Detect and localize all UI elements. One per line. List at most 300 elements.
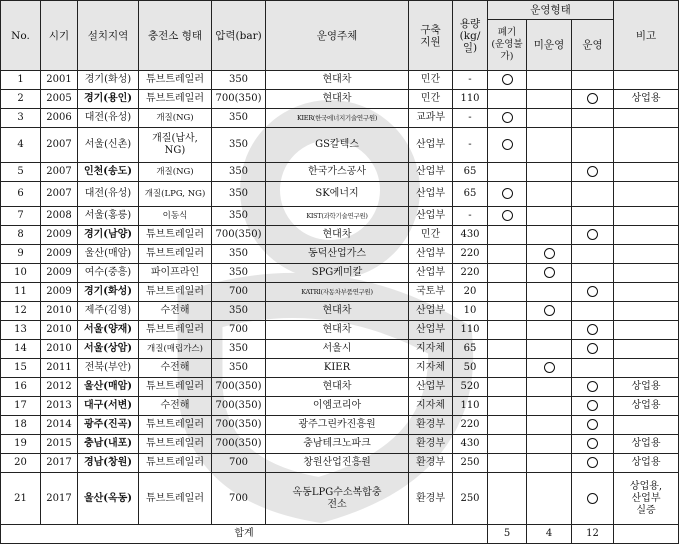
row-status-operating [572, 71, 614, 90]
status-mark-icon [544, 305, 555, 316]
row-remark: 상업용 [614, 454, 679, 473]
status-mark-icon [587, 419, 598, 430]
row-no: 16 [1, 378, 41, 397]
row-status-not-operating [527, 71, 572, 90]
row-capacity: 110 [453, 397, 488, 416]
table-row [1, 226, 679, 245]
row-operator: 서울시 [266, 340, 409, 359]
row-location: 서울(양재) [78, 321, 139, 340]
row-remark: 상업용 [614, 90, 679, 109]
row-no: 11 [1, 283, 41, 302]
row-remark [614, 163, 679, 182]
row-operator: 옥동LPG수소복합충 전소 [266, 473, 409, 525]
row-pressure: 350 [212, 245, 266, 264]
row-status-operating [572, 473, 614, 525]
row-funding: 민간 [409, 226, 453, 245]
status-mark-icon [502, 112, 513, 123]
table-row [1, 163, 679, 182]
row-no: 3 [1, 109, 41, 128]
row-capacity: 250 [453, 473, 488, 525]
row-location: 경남(창원) [78, 454, 139, 473]
row-station-type: 튜브트레일러 [139, 416, 212, 435]
row-station-type: 수전해 [139, 359, 212, 378]
row-remark [614, 321, 679, 340]
row-status-not-operating [527, 473, 572, 525]
row-funding: 산업부 [409, 245, 453, 264]
status-mark-icon [502, 188, 513, 199]
row-station-type: 파이프라인 [139, 264, 212, 283]
row-no: 1 [1, 71, 41, 90]
row-station-type: 개질(매립가스) [139, 340, 212, 359]
table-row [1, 109, 679, 128]
row-operator: KATRI(자동차부품연구원) [266, 283, 409, 302]
row-status-closed [488, 378, 527, 397]
row-status-closed [488, 109, 527, 128]
status-mark-icon [587, 493, 598, 504]
total-operating: 12 [572, 525, 614, 544]
row-remark [614, 283, 679, 302]
row-status-operating [572, 182, 614, 207]
row-year: 2006 [41, 109, 78, 128]
header-operating: 운영 [572, 20, 614, 71]
row-capacity: 250 [453, 454, 488, 473]
total-not-operating: 4 [527, 525, 572, 544]
row-capacity: 65 [453, 182, 488, 207]
row-status-operating [572, 264, 614, 283]
row-remark [614, 340, 679, 359]
row-status-closed [488, 264, 527, 283]
row-no: 15 [1, 359, 41, 378]
row-status-not-operating [527, 128, 572, 163]
header-not-operating: 미운영 [527, 20, 572, 71]
row-year: 2005 [41, 90, 78, 109]
row-operator: KIER(한국에너지기술연구원) [266, 109, 409, 128]
row-funding: 산업부 [409, 207, 453, 226]
row-capacity: 220 [453, 245, 488, 264]
row-status-not-operating [527, 435, 572, 454]
table-row [1, 359, 679, 378]
row-capacity: 50 [453, 359, 488, 378]
row-remark [614, 264, 679, 283]
table-row [1, 397, 679, 416]
row-capacity: 10 [453, 302, 488, 321]
row-pressure: 700(350) [212, 397, 266, 416]
row-station-type: 튜브트레일러 [139, 226, 212, 245]
row-status-closed [488, 321, 527, 340]
row-pressure: 700 [212, 473, 266, 525]
row-funding: 지자체 [409, 340, 453, 359]
header-funding: 구축 지원 [409, 1, 453, 71]
header-no: No. [1, 1, 41, 71]
row-operator: GS칼텍스 [266, 128, 409, 163]
row-status-closed [488, 454, 527, 473]
row-year: 2017 [41, 473, 78, 525]
status-mark-icon [587, 324, 598, 335]
row-status-closed [488, 397, 527, 416]
row-location: 서울(신촌) [78, 128, 139, 163]
table-row [1, 128, 679, 163]
row-remark: 상업용 [614, 435, 679, 454]
header-pressure: 압력(bar) [212, 1, 266, 71]
row-remark [614, 207, 679, 226]
row-year: 2007 [41, 128, 78, 163]
row-station-type: 개질(LPG, NG) [139, 182, 212, 207]
row-location: 전북(부안) [78, 359, 139, 378]
row-funding: 민간 [409, 71, 453, 90]
row-funding: 산업부 [409, 163, 453, 182]
row-remark [614, 182, 679, 207]
status-mark-icon [544, 248, 555, 259]
row-status-closed [488, 416, 527, 435]
row-year: 2007 [41, 163, 78, 182]
row-capacity: 430 [453, 226, 488, 245]
header-location: 설치지역 [78, 1, 139, 71]
row-status-operating [572, 283, 614, 302]
row-status-closed [488, 245, 527, 264]
status-mark-icon [502, 210, 513, 221]
row-pressure: 350 [212, 109, 266, 128]
row-funding: 산업부 [409, 264, 453, 283]
header-year: 시기 [41, 1, 78, 71]
table-row [1, 207, 679, 226]
row-status-closed [488, 71, 527, 90]
row-status-operating [572, 163, 614, 182]
row-capacity: 65 [453, 340, 488, 359]
status-mark-icon [587, 400, 598, 411]
row-status-operating [572, 378, 614, 397]
status-mark-icon [587, 93, 598, 104]
row-status-not-operating [527, 163, 572, 182]
row-status-closed [488, 302, 527, 321]
row-location: 대구(서변) [78, 397, 139, 416]
row-location: 대전(유성) [78, 109, 139, 128]
row-year: 2009 [41, 264, 78, 283]
row-status-operating [572, 226, 614, 245]
row-pressure: 700(350) [212, 226, 266, 245]
row-location: 울산(옥동) [78, 473, 139, 525]
row-status-closed [488, 359, 527, 378]
row-status-operating [572, 90, 614, 109]
row-station-type: 튜브트레일러 [139, 454, 212, 473]
row-status-not-operating [527, 359, 572, 378]
row-no: 14 [1, 340, 41, 359]
row-status-not-operating [527, 109, 572, 128]
row-station-type: 튜브트레일러 [139, 378, 212, 397]
row-operator: 현대차 [266, 90, 409, 109]
row-operator: 현대차 [266, 71, 409, 90]
status-mark-icon [587, 166, 598, 177]
row-status-operating [572, 321, 614, 340]
row-no: 19 [1, 435, 41, 454]
row-capacity: - [453, 128, 488, 163]
row-location: 서울(홍릉) [78, 207, 139, 226]
row-year: 2007 [41, 182, 78, 207]
row-status-not-operating [527, 245, 572, 264]
row-status-not-operating [527, 264, 572, 283]
row-operator: 동덕산업가스 [266, 245, 409, 264]
row-year: 2008 [41, 207, 78, 226]
row-funding: 환경부 [409, 454, 453, 473]
row-remark [614, 128, 679, 163]
status-mark-icon [587, 457, 598, 468]
row-location: 서울(상암) [78, 340, 139, 359]
row-capacity: 220 [453, 416, 488, 435]
row-status-operating [572, 416, 614, 435]
row-status-closed [488, 207, 527, 226]
status-mark-icon [587, 229, 598, 240]
table-row [1, 302, 679, 321]
row-pressure: 350 [212, 264, 266, 283]
row-no: 13 [1, 321, 41, 340]
table-row [1, 90, 679, 109]
header-remarks: 비고 [614, 1, 679, 71]
row-capacity: - [453, 71, 488, 90]
table-row [1, 71, 679, 90]
row-year: 2017 [41, 454, 78, 473]
row-status-closed [488, 163, 527, 182]
row-status-not-operating [527, 454, 572, 473]
row-location: 경기(화성) [78, 71, 139, 90]
row-capacity: 430 [453, 435, 488, 454]
row-status-closed [488, 435, 527, 454]
status-mark-icon [544, 267, 555, 278]
row-funding: 산업부 [409, 378, 453, 397]
row-capacity: 20 [453, 283, 488, 302]
status-mark-icon [587, 343, 598, 354]
row-no: 5 [1, 163, 41, 182]
row-no: 2 [1, 90, 41, 109]
row-location: 울산(매암) [78, 378, 139, 397]
row-station-type: 튜브트레일러 [139, 90, 212, 109]
row-location: 여수(중흥) [78, 264, 139, 283]
row-funding: 민간 [409, 90, 453, 109]
row-operator: 현대차 [266, 321, 409, 340]
row-capacity: - [453, 207, 488, 226]
row-year: 2009 [41, 283, 78, 302]
status-mark-icon [502, 139, 513, 150]
row-year: 2010 [41, 340, 78, 359]
row-status-not-operating [527, 182, 572, 207]
row-operator: 이엠코리아 [266, 397, 409, 416]
row-funding: 환경부 [409, 473, 453, 525]
status-mark-icon [587, 286, 598, 297]
row-status-operating [572, 359, 614, 378]
row-no: 17 [1, 397, 41, 416]
row-status-closed [488, 128, 527, 163]
row-pressure: 350 [212, 359, 266, 378]
table-row [1, 435, 679, 454]
header-station-type: 충전소 형태 [139, 1, 212, 71]
row-station-type: 수전해 [139, 397, 212, 416]
row-status-not-operating [527, 207, 572, 226]
row-no: 12 [1, 302, 41, 321]
row-operator: 현대차 [266, 226, 409, 245]
row-pressure: 700(350) [212, 435, 266, 454]
row-station-type: 튜브트레일러 [139, 435, 212, 454]
row-year: 2001 [41, 71, 78, 90]
row-remark [614, 71, 679, 90]
row-pressure: 700(350) [212, 90, 266, 109]
row-operator: SPG케미칼 [266, 264, 409, 283]
row-operator: 창원산업진흥원 [266, 454, 409, 473]
row-status-not-operating [527, 416, 572, 435]
header-operation-status: 운영형태 [488, 1, 614, 20]
row-operator: 현대차 [266, 378, 409, 397]
row-operator: KIER [266, 359, 409, 378]
row-status-not-operating [527, 302, 572, 321]
table-row [1, 264, 679, 283]
row-operator: KIST(과학기술연구원) [266, 207, 409, 226]
row-no: 4 [1, 128, 41, 163]
row-status-closed [488, 340, 527, 359]
row-year: 2014 [41, 416, 78, 435]
table-row [1, 283, 679, 302]
row-year: 2013 [41, 397, 78, 416]
row-funding: 지자체 [409, 397, 453, 416]
row-pressure: 350 [212, 302, 266, 321]
row-capacity: 110 [453, 321, 488, 340]
total-label: 합계 [1, 525, 488, 544]
total-row [1, 525, 679, 544]
row-no: 8 [1, 226, 41, 245]
row-funding: 국토부 [409, 283, 453, 302]
row-station-type: 개질(NG) [139, 163, 212, 182]
row-pressure: 700 [212, 283, 266, 302]
row-no: 6 [1, 182, 41, 207]
row-station-type: 튜브트레일러 [139, 473, 212, 525]
table-row [1, 454, 679, 473]
header-closed: 폐기 (운영불 가) [488, 20, 527, 71]
row-pressure: 350 [212, 163, 266, 182]
row-status-operating [572, 128, 614, 163]
row-status-operating [572, 454, 614, 473]
row-funding: 산업부 [409, 321, 453, 340]
status-mark-icon [502, 74, 513, 85]
row-no: 21 [1, 473, 41, 525]
row-remark [614, 302, 679, 321]
row-operator: 한국가스공사 [266, 163, 409, 182]
row-status-operating [572, 302, 614, 321]
row-remark [614, 245, 679, 264]
row-status-operating [572, 340, 614, 359]
row-remark [614, 226, 679, 245]
row-status-closed [488, 182, 527, 207]
row-status-closed [488, 473, 527, 525]
row-station-type: 수전해 [139, 302, 212, 321]
row-year: 2009 [41, 226, 78, 245]
total-closed: 5 [488, 525, 527, 544]
row-status-not-operating [527, 397, 572, 416]
row-pressure: 350 [212, 182, 266, 207]
row-pressure: 700 [212, 454, 266, 473]
row-station-type: 튜브트레일러 [139, 71, 212, 90]
row-pressure: 700(350) [212, 416, 266, 435]
status-mark-icon [544, 362, 555, 373]
row-funding: 교과부 [409, 109, 453, 128]
status-mark-icon [587, 438, 598, 449]
row-location: 경기(화성) [78, 283, 139, 302]
row-status-closed [488, 283, 527, 302]
row-status-closed [488, 226, 527, 245]
row-station-type: 개질(NG) [139, 109, 212, 128]
table-row [1, 416, 679, 435]
row-station-type: 개질(납사, NG) [139, 128, 212, 163]
row-year: 2012 [41, 378, 78, 397]
row-no: 9 [1, 245, 41, 264]
row-funding: 산업부 [409, 182, 453, 207]
row-year: 2009 [41, 245, 78, 264]
row-status-operating [572, 397, 614, 416]
row-pressure: 350 [212, 71, 266, 90]
row-remark [614, 109, 679, 128]
status-mark-icon [587, 381, 598, 392]
row-remark: 상업용 [614, 378, 679, 397]
table-row [1, 182, 679, 207]
row-station-type: 이동식 [139, 207, 212, 226]
row-year: 2011 [41, 359, 78, 378]
row-station-type: 튜브트레일러 [139, 245, 212, 264]
table-row [1, 245, 679, 264]
row-station-type: 튜브트레일러 [139, 321, 212, 340]
table-row [1, 340, 679, 359]
table-row [1, 473, 679, 525]
table-row [1, 378, 679, 397]
row-remark: 상업용, 산업부 실증 [614, 473, 679, 525]
row-year: 2010 [41, 302, 78, 321]
row-location: 경기(용인) [78, 90, 139, 109]
row-remark [614, 359, 679, 378]
row-location: 대전(유성) [78, 182, 139, 207]
row-funding: 산업부 [409, 128, 453, 163]
row-status-not-operating [527, 226, 572, 245]
row-location: 광주(진곡) [78, 416, 139, 435]
row-capacity: 520 [453, 378, 488, 397]
row-status-operating [572, 245, 614, 264]
row-operator: 광주그린카진흥원 [266, 416, 409, 435]
row-pressure: 700 [212, 321, 266, 340]
row-no: 20 [1, 454, 41, 473]
row-status-operating [572, 109, 614, 128]
row-no: 18 [1, 416, 41, 435]
row-operator: SK에너지 [266, 182, 409, 207]
row-location: 제주(김영) [78, 302, 139, 321]
row-capacity: 220 [453, 264, 488, 283]
row-operator: 현대차 [266, 302, 409, 321]
row-pressure: 700(350) [212, 378, 266, 397]
row-status-not-operating [527, 90, 572, 109]
row-location: 울산(매암) [78, 245, 139, 264]
row-no: 7 [1, 207, 41, 226]
row-location: 충남(내포) [78, 435, 139, 454]
row-pressure: 350 [212, 128, 266, 163]
row-remark: 상업용 [614, 397, 679, 416]
header-capacity: 용량 (kg/일) [453, 1, 488, 71]
row-pressure: 350 [212, 340, 266, 359]
row-status-not-operating [527, 283, 572, 302]
header-operator: 운영주체 [266, 1, 409, 71]
row-capacity: - [453, 109, 488, 128]
row-operator: 충남테크노파크 [266, 435, 409, 454]
row-location: 경기(남양) [78, 226, 139, 245]
row-capacity: 65 [453, 163, 488, 182]
row-no: 10 [1, 264, 41, 283]
row-location: 인천(송도) [78, 163, 139, 182]
table-row [1, 321, 679, 340]
row-funding: 산업부 [409, 302, 453, 321]
row-funding: 환경부 [409, 416, 453, 435]
row-status-not-operating [527, 378, 572, 397]
row-station-type: 튜브트레일러 [139, 283, 212, 302]
